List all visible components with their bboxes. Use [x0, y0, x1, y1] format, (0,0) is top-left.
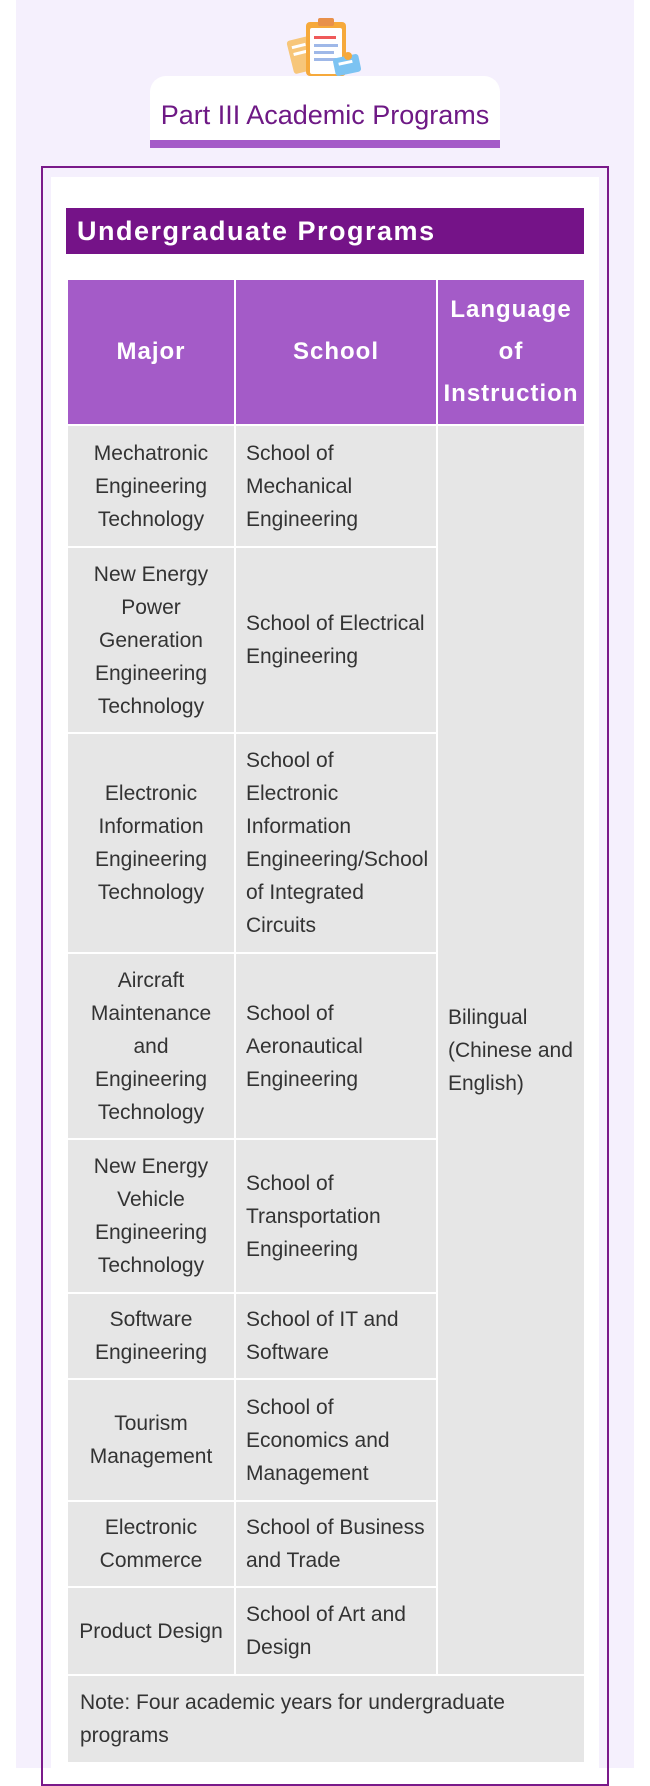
major-cell: Mechatronic Engineering Technology: [67, 425, 235, 547]
major-cell: Electronic Information Engineering Technology: [67, 733, 235, 953]
major-cell: Electronic Commerce: [67, 1501, 235, 1587]
page-title: Part III Academic Programs: [160, 100, 490, 130]
major-column-header: Major: [67, 279, 235, 425]
school-cell: School of Art and Design: [235, 1587, 437, 1675]
school-cell: School of Mechanical Engineering: [235, 425, 437, 547]
undergraduate-heading: Undergraduate Programs: [66, 208, 584, 254]
school-column-header: School: [235, 279, 437, 425]
school-cell: School of Economics and Management: [235, 1379, 437, 1501]
major-cell: New Energy Power Generation Engineering Technology: [67, 547, 235, 733]
major-cell: Tourism Management: [67, 1379, 235, 1501]
school-cell: School of Aeronautical Engineering: [235, 953, 437, 1139]
major-cell: New Energy Vehicle Engineering Technology: [67, 1139, 235, 1293]
major-cell: Product Design: [67, 1587, 235, 1675]
language-cell: Bilingual (Chinese and English): [437, 425, 585, 1675]
major-cell: Aircraft Maintenance and Engineering Technology: [67, 953, 235, 1139]
language-column-header: Language of Instruction: [437, 279, 585, 425]
programs-table: [66, 278, 586, 1764]
school-cell: School of Business and Trade: [235, 1501, 437, 1587]
section-title-card: [150, 76, 500, 148]
school-cell: School of IT and Software: [235, 1293, 437, 1379]
school-cell: School of Transportation Engineering: [235, 1139, 437, 1293]
school-cell: School of Electrical Engineering: [235, 547, 437, 733]
major-cell: Software Engineering: [67, 1293, 235, 1379]
table-row: [67, 425, 585, 547]
program-note: Note: Four academic years for undergraduate programs: [67, 1675, 585, 1763]
note-row: [67, 1675, 585, 1763]
school-cell: School of Electronic Information Engineering/School of Integrated Circuits: [235, 733, 437, 953]
table-header-row: [67, 279, 585, 425]
